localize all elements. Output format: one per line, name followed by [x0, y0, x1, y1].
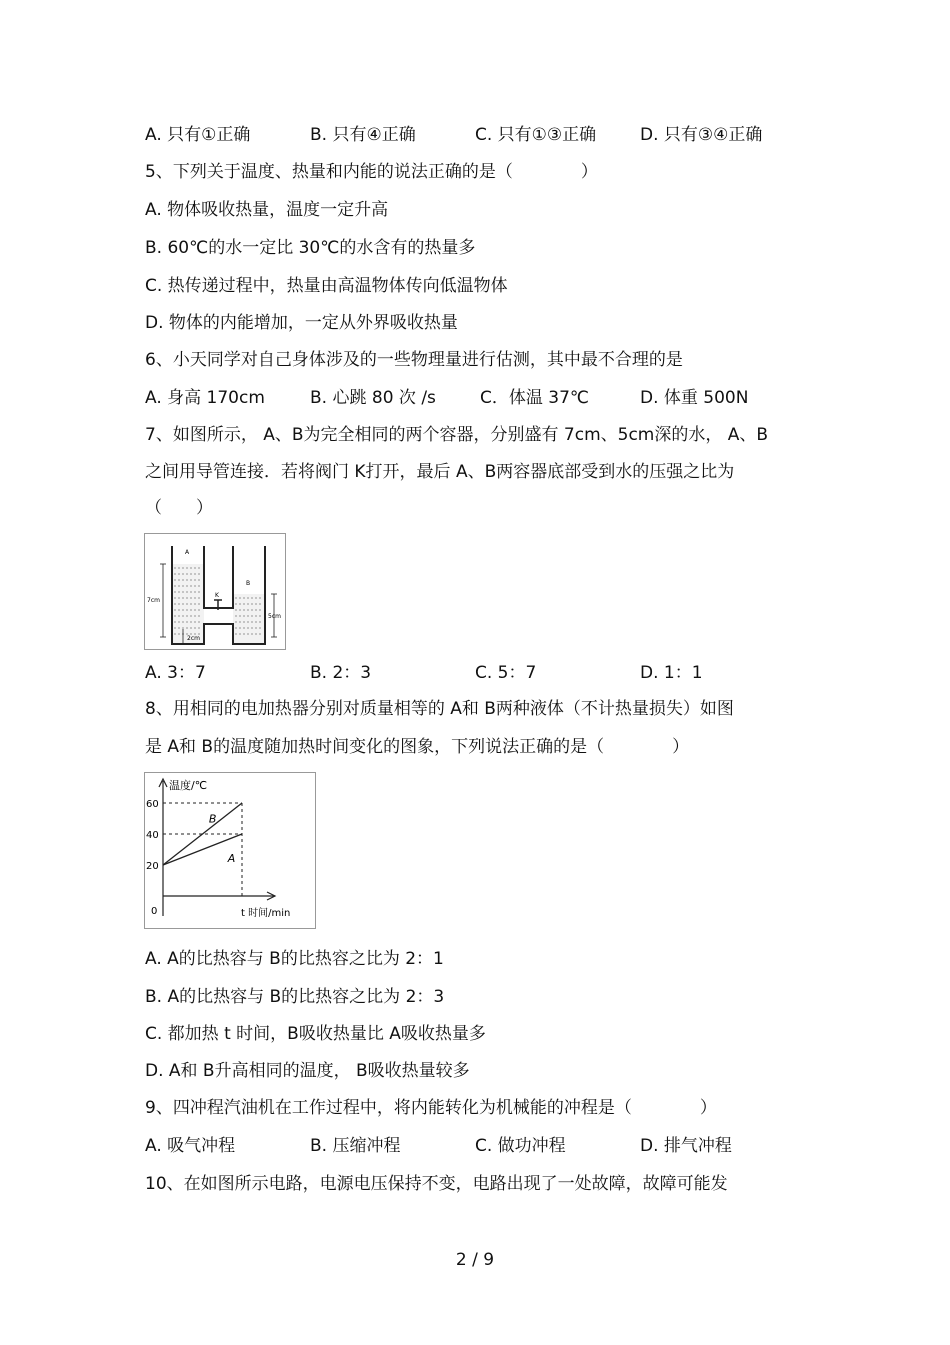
container-b-label: B — [246, 580, 251, 587]
container-a-label: A — [185, 549, 190, 556]
q9-stem: 9、四冲程汽油机在工作过程中，将内能转化为机械能的冲程是（ ） — [145, 1098, 717, 1118]
q8-option-d: D. A和 B升高相同的温度， B吸收热量较多 — [145, 1061, 470, 1081]
container-figure — [144, 533, 286, 650]
q8-option-c: C. 都加热 t 时间，B吸收热量比 A吸收热量多 — [145, 1024, 486, 1044]
q10-stem: 10、在如图所示电路，电源电压保持不变，电路出现了一处故障，故障可能发 — [145, 1174, 728, 1194]
valve-label: K — [215, 592, 219, 599]
q7-stem-line1: 7、如图所示， A、B为完全相同的两个容器，分别盛有 7cm、5cm深的水， A、B — [145, 425, 769, 445]
q6-stem: 6、小天同学对自己身体涉及的一些物理量进行估测，其中最不合理的是 — [145, 350, 683, 370]
height-b-label: 5cm — [268, 613, 281, 620]
q6-option-c: C．体温 37℃ — [480, 388, 589, 408]
q4-option-b: B. 只有④正确 — [310, 125, 416, 145]
q5-option-a: A. 物体吸收热量，温度一定升高 — [145, 200, 389, 220]
q6-option-b: B. 心跳 80 次 /s — [310, 388, 436, 408]
q8-option-a: A. A的比热容与 B的比热容之比为 2：1 — [145, 949, 444, 969]
y-tick-label-40: 40 — [146, 830, 159, 841]
q8-option-b: B. A的比热容与 B的比热容之比为 2：3 — [145, 987, 445, 1007]
q7-option-a: A. 3：7 — [145, 663, 206, 683]
q9-option-b: B. 压缩冲程 — [310, 1136, 401, 1156]
q9-option-a: A. 吸气冲程 — [145, 1136, 236, 1156]
q9-option-d: D. 排气冲程 — [640, 1136, 732, 1156]
q9-option-c: C. 做功冲程 — [475, 1136, 566, 1156]
q7-option-c: C. 5：7 — [475, 663, 537, 683]
y-tick-label-60: 60 — [146, 799, 159, 810]
q5-option-c: C. 热传递过程中，热量由高温物体传向低温物体 — [145, 276, 508, 296]
y-tick-label-20: 20 — [146, 861, 159, 872]
container-diagram — [145, 534, 285, 649]
q8-stem-line2: 是 A和 B的温度随加热时间变化的图象，下列说法正确的是（ ） — [145, 737, 690, 757]
q4-option-d: D. 只有③④正确 — [640, 125, 763, 145]
q5-option-b: B. 60℃的水一定比 30℃的水含有的热量多 — [145, 238, 476, 258]
q7-option-b: B. 2：3 — [310, 663, 372, 683]
pipe-height-label: 2cm — [187, 635, 200, 642]
height-a-label: 7cm — [147, 597, 160, 604]
series-label-B: B — [208, 812, 217, 826]
y-axis-label: 温度/℃ — [169, 779, 208, 792]
page-number: 2 / 9 — [455, 1250, 495, 1270]
q6-option-d: D. 体重 500N — [640, 388, 749, 408]
q7-option-d: D. 1：1 — [640, 663, 703, 683]
temperature-chart — [144, 772, 316, 929]
origin-label: 0 — [151, 906, 158, 917]
q4-option-c: C. 只有①③正确 — [475, 125, 597, 145]
q7-stem-line2: 之间用导管连接．若将阀门 K打开，最后 A、B两容器底部受到水的压强之比为 — [145, 462, 735, 482]
series-label-A: A — [227, 851, 236, 865]
x-axis-label: t 时间/min — [241, 908, 291, 919]
q4-option-a: A. 只有①正确 — [145, 125, 251, 145]
q6-option-a: A. 身高 170cm — [145, 388, 265, 408]
q5-stem: 5、下列关于温度、热量和内能的说法正确的是（ ） — [145, 162, 598, 182]
q8-stem-line1: 8、用相同的电加热器分别对质量相等的 A和 B两种液体（不计热量损失）如图 — [145, 699, 734, 719]
temperature-chart-svg — [145, 773, 315, 928]
q5-option-d: D. 物体的内能增加，一定从外界吸收热量 — [145, 313, 458, 333]
q7-stem-line3: （ ） — [145, 498, 213, 518]
